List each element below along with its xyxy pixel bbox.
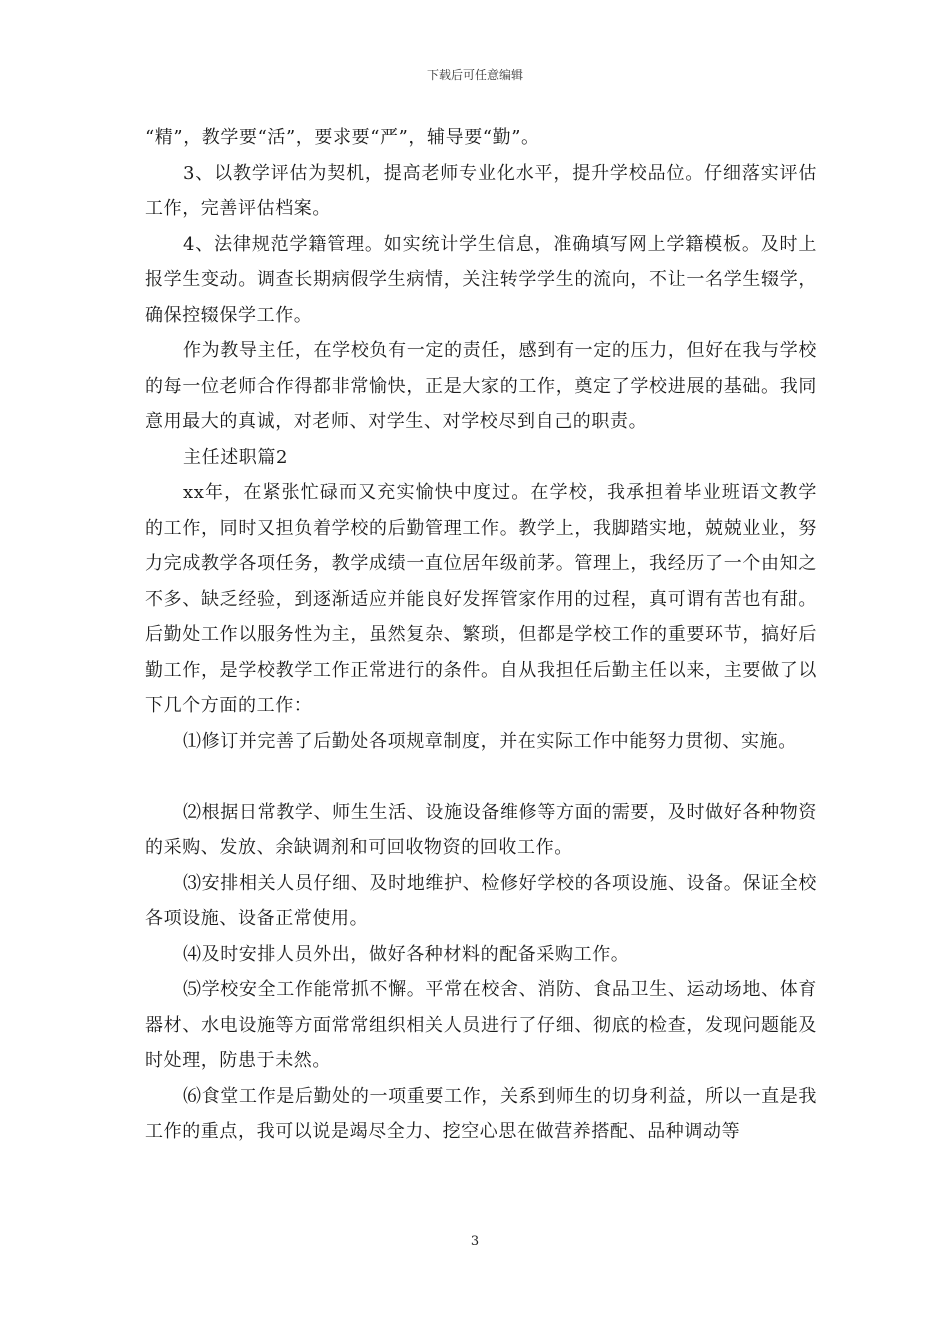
paragraph-closing: 作为教导主任，在学校负有一定的责任，感到有一定的压力，但好在我与学校的每一位老师合作得都非常愉快，正是大家的工作，奠定了学校进展的基础。我同意用最大的真诚，对老师、对学生、对学校尽到自己的职责。 [145, 340, 817, 432]
page-number: 3 [470, 1234, 480, 1249]
list-item-3: ⑶安排相关人员仔细、及时地维护、检修好学校的各项设施、设备。保证全校各项设施、设备正常使用。 [145, 872, 817, 929]
blank-line [145, 759, 817, 795]
list-item-2: ⑵根据日常教学、师生生活、设施设备维修等方面的需要，及时做好各种物资的采购、发放、余缺调剂和可回收物资的回收工作。 [145, 801, 817, 858]
list-item-5: ⑸学校安全工作能常抓不懈。平常在校舍、消防、食品卫生、运动场地、体育器材、水电设施等方面常常组织相关人员进行了仔细、彻底的检查，发现问题能及时处理，防患于未然。 [145, 979, 817, 1071]
list-item-4: ⑷及时安排人员外出，做好各种材料的配备采购工作。 [183, 943, 630, 965]
section-heading: 主任述职篇2 [183, 446, 289, 468]
paragraph-item-4: 4、法律规范学籍管理。如实统计学生信息，准确填写网上学籍模板。及时上报学生变动。调查长期病假学生病情，关注转学学生的流向，不让一名学生辍学，确保控辍保学工作。 [145, 233, 817, 326]
paragraph-item-3: 3、以教学评估为契机，提高老师专业化水平，提升学校品位。仔细落实评估工作，完善评估档案。 [145, 162, 817, 219]
document-body [145, 120, 817, 1150]
list-item-1: ⑴修订并完善了后勤处各项规章制度，并在实际工作中能努力贯彻、实施。 [183, 730, 797, 752]
paragraph-intro: xx年，在紧张忙碌而又充实愉快中度过。在学校，我承担着毕业班语文教学的工作，同时又担负着学校的后勤管理工作。教学上，我脚踏实地，兢兢业业，努力完成教学各项任务，教学成绩一直位居年级前茅。管理上，我经历了一个由知之不多、缺乏经验，到逐渐适应并能良好发挥管家作用的过程，真可谓有苦也有甜。后勤处工作以服务性为主，虽然复杂、繁琐，但都是学校工作的重要环节，搞好后勤工作，是学校教学工作正常进行的条件。自从我担任后勤主任以来，主要做了以下几个方面的工作： [145, 482, 817, 716]
page-header: 下载后可任意编辑 [426, 68, 523, 82]
list-item-6: ⑹食堂工作是后勤处的一项重要工作，关系到师生的切身利益，所以一直是我工作的重点，我可以说是竭尽全力、挖空心思在做营养搭配、品种调动等 [145, 1085, 817, 1142]
paragraph-continuation: “精”，教学要“活”，要求要“严”，辅导要“勤”。 [145, 127, 540, 148]
